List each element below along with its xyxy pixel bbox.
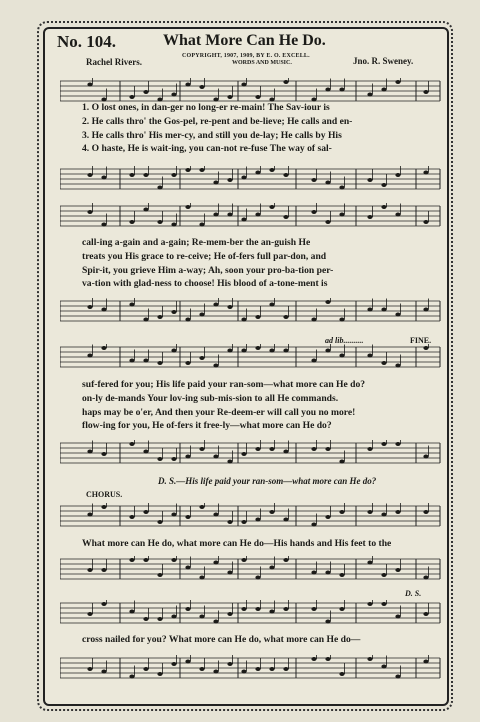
note-head [129, 173, 134, 177]
note-head [101, 568, 106, 572]
note-head [101, 602, 106, 606]
ds-mark: D. S. [405, 589, 422, 598]
composer: Jno. R. Sweney. [353, 56, 414, 66]
note-head [395, 568, 400, 572]
note-head [199, 667, 204, 671]
note-head [269, 349, 274, 353]
note-head [395, 675, 400, 679]
note-head [199, 356, 204, 360]
note-head [311, 607, 316, 611]
note-head [213, 364, 218, 368]
note-head [395, 442, 400, 446]
note-head [101, 670, 106, 674]
note-head [423, 455, 428, 459]
note-head [213, 303, 218, 307]
note-head [157, 186, 162, 190]
note-head [339, 186, 344, 190]
note-head [311, 178, 316, 182]
verse-line: 3. He calls thro' His mer-cy, and still you de-lay; He calls by His [82, 129, 342, 141]
note-head [199, 85, 204, 89]
note-head [339, 607, 344, 611]
staff-treble-5 [60, 600, 444, 628]
note-head [269, 667, 274, 671]
note-head [311, 447, 316, 451]
note-head [157, 617, 162, 621]
note-head [339, 88, 344, 92]
note-head [241, 452, 246, 456]
verse-line: 1. O lost ones, in dan-ger no long-er re-main! The Sav-iour is [82, 102, 330, 113]
note-head [87, 612, 92, 616]
note-head [367, 354, 372, 358]
note-head [255, 213, 260, 217]
verse-lines-2 [82, 236, 432, 291]
note-head [423, 171, 428, 175]
verse-line: Spir-it, you grieve Him a-way; Ah, soon your pro-ba-tion per- [82, 264, 334, 276]
note-head [367, 93, 372, 97]
note-head [283, 518, 288, 522]
fine-mark: FINE. [410, 336, 432, 345]
note-head [157, 573, 162, 577]
note-head [381, 361, 386, 365]
note-head [227, 95, 232, 99]
note-head [339, 213, 344, 217]
note-head [395, 510, 400, 514]
note-head [157, 457, 162, 461]
note-head [213, 513, 218, 517]
note-head [395, 313, 400, 317]
note-head [87, 667, 92, 671]
note-head [283, 667, 288, 671]
note-head [269, 205, 274, 209]
note-head [213, 670, 218, 674]
note-head [381, 205, 386, 209]
note-head [367, 308, 372, 312]
note-head [171, 349, 176, 353]
note-head [143, 318, 148, 322]
hymn-title: What More Can He Do. [163, 32, 326, 49]
note-head [87, 210, 92, 214]
note-head [241, 607, 246, 611]
note-head [325, 88, 330, 92]
note-head [311, 210, 316, 214]
note-head [423, 90, 428, 94]
note-head [227, 612, 232, 616]
note-head [283, 607, 288, 611]
note-head [101, 505, 106, 509]
note-head [199, 313, 204, 317]
note-head [87, 354, 92, 358]
note-head [129, 359, 134, 363]
verse-line: 2. He calls thro' the Gos-pel, re-pent and be-lieve; He calls and en- [82, 115, 353, 127]
note-head [143, 208, 148, 212]
note-head [269, 168, 274, 172]
note-head [423, 576, 428, 580]
note-head [325, 349, 330, 353]
note-head [101, 223, 106, 227]
staff-bass-5 [60, 655, 444, 683]
note-head [255, 95, 260, 99]
note-head [381, 88, 386, 92]
note-head [101, 452, 106, 456]
note-head [143, 450, 148, 454]
note-head [423, 308, 428, 312]
note-head [199, 223, 204, 227]
note-head [185, 660, 190, 664]
note-head [171, 223, 176, 227]
note-head [143, 173, 148, 177]
note-head [339, 573, 344, 577]
words-music: WORDS AND MUSIC. [232, 60, 292, 66]
note-head [213, 620, 218, 624]
note-head [87, 305, 92, 309]
note-head [199, 168, 204, 172]
note-head [367, 178, 372, 182]
note-head [339, 672, 344, 676]
note-head [241, 218, 246, 222]
note-head [241, 83, 246, 87]
note-head [423, 220, 428, 224]
note-head [87, 568, 92, 572]
note-head [255, 315, 260, 319]
note-head [395, 364, 400, 368]
note-head [367, 215, 372, 219]
note-head [255, 667, 260, 671]
note-head [87, 450, 92, 454]
note-head [325, 181, 330, 185]
note-head [395, 173, 400, 177]
note-head [381, 602, 386, 606]
note-head [423, 510, 428, 514]
staff-bass-1 [60, 166, 444, 194]
note-head [381, 573, 386, 577]
note-head [227, 349, 232, 353]
note-head [311, 359, 316, 363]
note-head [255, 171, 260, 175]
poet: Rachel Rivers. [86, 57, 142, 67]
ds-line: D. S.—His life paid your ran-som—what more can He do? [158, 476, 377, 486]
note-head [157, 361, 162, 365]
note-head [325, 657, 330, 661]
note-head [157, 220, 162, 224]
ad-lib-mark: ad lib.......... [325, 336, 364, 345]
staff-bass-2 [60, 298, 444, 326]
note-head [185, 318, 190, 322]
note-head [87, 173, 92, 177]
note-head [325, 620, 330, 624]
note-head [255, 447, 260, 451]
note-head [129, 442, 134, 446]
note-head [129, 95, 134, 99]
note-head [283, 349, 288, 353]
note-head [381, 513, 386, 517]
note-head [381, 442, 386, 446]
note-head [129, 610, 134, 614]
note-head [227, 178, 232, 182]
note-head [241, 176, 246, 180]
note-head [213, 213, 218, 217]
note-head [339, 354, 344, 358]
note-head [157, 315, 162, 319]
note-head [367, 561, 372, 565]
note-head [255, 576, 260, 580]
note-head [255, 607, 260, 611]
verse-line: haps may be o'er, And then your Re-deem-er will call you no more! [82, 406, 356, 418]
note-head [283, 173, 288, 177]
note-head [185, 168, 190, 172]
note-head [283, 315, 288, 319]
chorus-line-2: cross nailed for you? What more can He do, what more can He do— [82, 634, 361, 645]
note-head [269, 303, 274, 307]
note-head [143, 558, 148, 562]
note-head [227, 305, 232, 309]
note-head [143, 510, 148, 514]
note-head [367, 510, 372, 514]
note-head [423, 346, 428, 350]
note-head [241, 349, 246, 353]
staff-bass-3 [60, 440, 444, 468]
note-head [199, 576, 204, 580]
verse-lines-3 [82, 378, 432, 433]
note-head [185, 515, 190, 519]
note-head [283, 215, 288, 219]
note-head [101, 346, 106, 350]
note-head [241, 558, 246, 562]
staff-treble-3 [60, 344, 444, 372]
note-head [311, 523, 316, 527]
note-head [283, 450, 288, 454]
note-head [269, 510, 274, 514]
note-head [241, 670, 246, 674]
note-head [227, 571, 232, 575]
note-head [311, 657, 316, 661]
staff-bass-4 [60, 556, 444, 584]
note-head [171, 93, 176, 97]
note-head [171, 615, 176, 619]
note-head [129, 675, 134, 679]
note-head [171, 558, 176, 562]
verse-line: flow-ing for you, He of-fers it free-ly—what more can He do? [82, 420, 332, 432]
note-head [157, 520, 162, 524]
note-head [395, 213, 400, 217]
note-head [185, 455, 190, 459]
note-head [143, 359, 148, 363]
chorus-label: CHORUS. [86, 490, 123, 499]
copyright: COPYRIGHT, 1907, 1909, BY E. O. EXCELL. [182, 53, 310, 59]
note-head [325, 515, 330, 519]
chorus-line-1: What more can He do, what more can He do—His hands and His feet to the [82, 538, 392, 549]
note-head [213, 561, 218, 565]
note-head [87, 83, 92, 87]
note-head [325, 447, 330, 451]
verse-line: suf-fered for you; His life paid your ran-som—what more can He do? [82, 379, 366, 390]
hymn-number: No. 104. [57, 32, 117, 51]
note-head [213, 455, 218, 459]
note-head [283, 558, 288, 562]
note-head [171, 310, 176, 314]
note-head [325, 300, 330, 304]
verse-line: va-tion with glad-ness to choose! His blood of a-tone-ment is [82, 278, 328, 290]
note-head [423, 612, 428, 616]
note-head [199, 447, 204, 451]
note-head [227, 213, 232, 217]
note-head [87, 513, 92, 517]
note-head [199, 615, 204, 619]
note-head [423, 660, 428, 664]
note-head [325, 220, 330, 224]
note-head [241, 318, 246, 322]
note-head [339, 460, 344, 464]
note-head [171, 513, 176, 517]
note-head [101, 176, 106, 180]
note-head [227, 520, 232, 524]
note-head [213, 181, 218, 185]
note-head [143, 667, 148, 671]
note-head [101, 308, 106, 312]
note-head [367, 602, 372, 606]
note-head [311, 571, 316, 575]
note-head [255, 518, 260, 522]
note-head [171, 662, 176, 666]
note-head [395, 80, 400, 84]
note-head [129, 220, 134, 224]
note-head [171, 173, 176, 177]
note-head [129, 515, 134, 519]
verse-lines-1 [82, 101, 432, 156]
note-head [269, 610, 274, 614]
note-head [185, 566, 190, 570]
note-head [367, 447, 372, 451]
note-head [227, 460, 232, 464]
note-head [367, 657, 372, 661]
note-head [381, 183, 386, 187]
verse-line: call-ing a-gain and a-gain; Re-mem-ber the an-guish He [82, 237, 311, 248]
note-head [171, 457, 176, 461]
verse-line: on-ly de-mands Your lov-ing sub-mis-sion to all He commands. [82, 392, 339, 404]
staff-treble-2 [60, 203, 444, 231]
note-head [325, 571, 330, 575]
note-head [283, 80, 288, 84]
note-head [185, 205, 190, 209]
note-head [269, 447, 274, 451]
note-head [241, 520, 246, 524]
note-head [143, 90, 148, 94]
note-head [339, 318, 344, 322]
note-head [311, 318, 316, 322]
note-head [143, 617, 148, 621]
note-head [129, 558, 134, 562]
note-head [381, 308, 386, 312]
verse-line: treats you His grace to re-ceive; He of-fers full par-don, and [82, 250, 327, 262]
note-head [381, 665, 386, 669]
note-head [227, 662, 232, 666]
note-head [129, 303, 134, 307]
note-head [255, 346, 260, 350]
note-head [395, 615, 400, 619]
note-head [199, 505, 204, 509]
note-head [339, 510, 344, 514]
staff-treble-4 [60, 503, 444, 531]
verse-line: 4. O haste, He is wait-ing, you can-not re-fuse The way of sal- [82, 143, 332, 155]
note-head [185, 607, 190, 611]
note-head [269, 566, 274, 570]
note-head [185, 83, 190, 87]
note-head [157, 672, 162, 676]
note-head [185, 361, 190, 365]
